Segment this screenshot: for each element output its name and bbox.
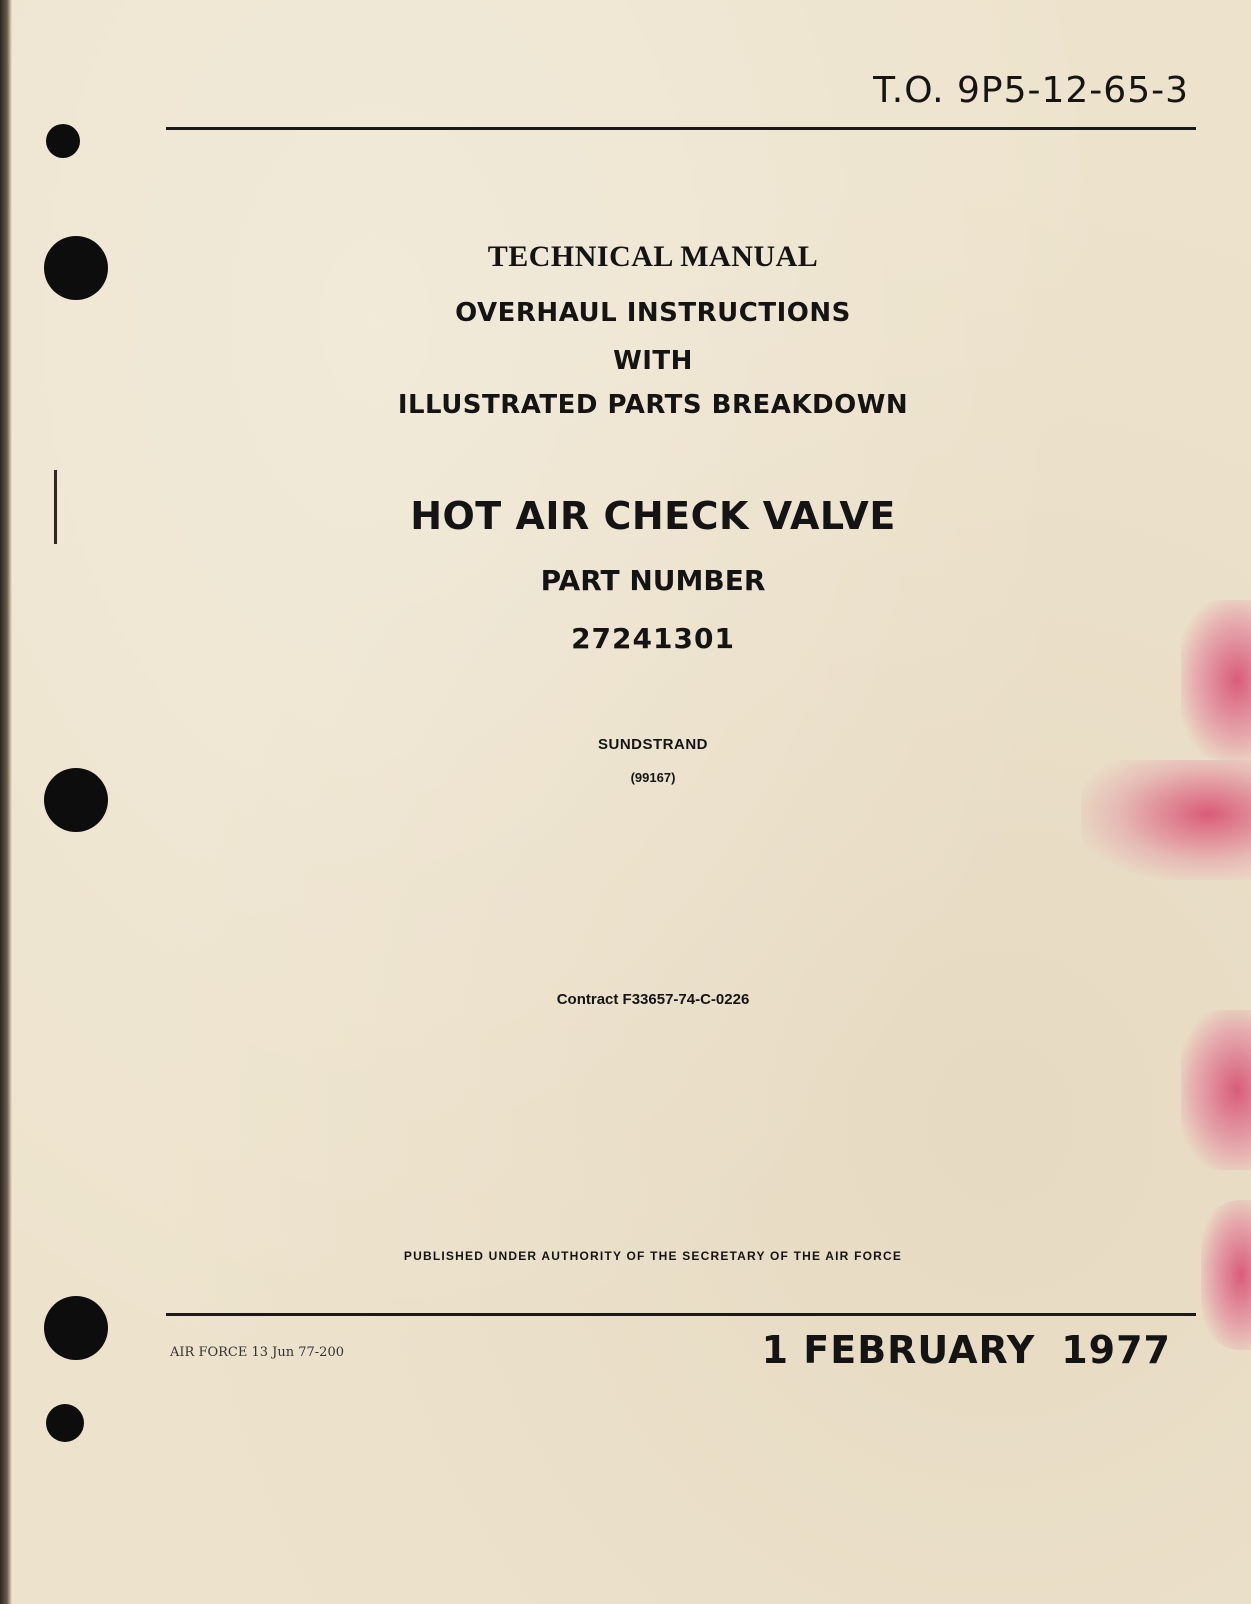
pink-stain <box>1181 600 1251 760</box>
punch-hole <box>44 236 108 300</box>
publication-date <box>762 1328 1171 1372</box>
punch-hole <box>44 1296 108 1360</box>
publication-date-day-month: 1 FEBRUARY <box>761 1328 1036 1372</box>
product-name: HOT AIR CHECK VALVE <box>410 494 896 538</box>
manufacturer-code: (99167) <box>630 770 676 785</box>
part-number-value: 27241301 <box>571 622 735 655</box>
manual-type-heading: TECHNICAL MANUAL <box>487 240 819 273</box>
pink-stain <box>1181 1010 1251 1170</box>
technical-order-number: T.O. 9P5-12-65-3 <box>873 70 1189 111</box>
part-number-label: PART NUMBER <box>540 564 766 597</box>
pink-stain <box>1081 760 1251 880</box>
punch-hole <box>44 768 108 832</box>
punch-hole <box>46 124 80 158</box>
pink-stain <box>1201 1200 1251 1350</box>
contract-number: Contract F33657-74-C-0226 <box>556 991 750 1008</box>
subtitle-line: OVERHAUL INSTRUCTIONS <box>455 298 851 328</box>
page-binding-edge <box>0 0 12 1604</box>
margin-mark <box>54 470 57 544</box>
print-code: AIR FORCE 13 Jun 77-200 <box>170 1345 344 1360</box>
publishing-authority: PUBLISHED UNDER AUTHORITY OF THE SECRETARY OF THE AIR FORCE <box>403 1249 903 1263</box>
footer-rule <box>166 1313 1196 1316</box>
subtitle-line: ILLUSTRATED PARTS BREAKDOWN <box>397 390 909 420</box>
header-rule <box>166 127 1196 130</box>
punch-hole <box>46 1404 84 1442</box>
subtitle-line: WITH <box>613 346 693 376</box>
manufacturer-name: SUNDSTRAND <box>598 736 708 753</box>
publication-date-year: 1977 <box>1061 1328 1171 1372</box>
